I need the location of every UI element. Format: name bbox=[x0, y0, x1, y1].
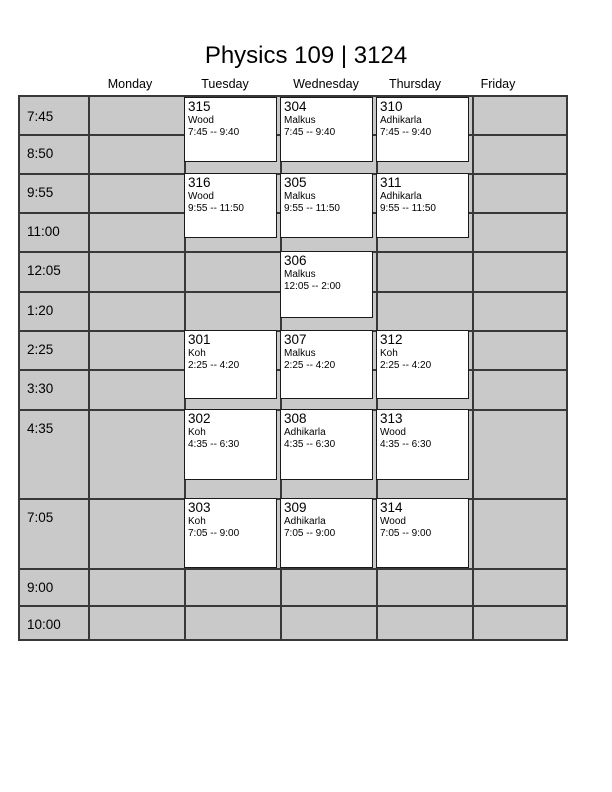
event-block-307 bbox=[280, 330, 373, 399]
event-section-number: 306 bbox=[284, 253, 307, 268]
event-instructor: Wood bbox=[188, 191, 214, 202]
event-block-313 bbox=[376, 409, 469, 480]
event-instructor: Adhikarla bbox=[380, 115, 422, 126]
event-instructor: Adhikarla bbox=[284, 516, 326, 527]
event-section-number: 308 bbox=[284, 411, 307, 426]
event-section-number: 309 bbox=[284, 500, 307, 515]
event-section-number: 312 bbox=[380, 332, 403, 347]
event-instructor: Koh bbox=[380, 348, 398, 359]
grid-line-vertical bbox=[472, 97, 474, 639]
event-time-range: 9:55 -- 11:50 bbox=[284, 202, 340, 214]
time-label-7-45: 7:45 bbox=[27, 109, 54, 124]
time-label-9-00: 9:00 bbox=[27, 580, 54, 595]
event-time-range: 2:25 -- 4:20 bbox=[380, 359, 432, 371]
event-time-range: 4:35 -- 6:30 bbox=[284, 438, 336, 450]
event-time-range: 7:05 -- 9:00 bbox=[188, 527, 240, 539]
event-block-305 bbox=[280, 173, 373, 238]
time-label-11-00: 11:00 bbox=[27, 224, 60, 239]
event-block-303 bbox=[184, 498, 277, 568]
event-section-number: 307 bbox=[284, 332, 307, 347]
time-label-12-05: 12:05 bbox=[27, 263, 61, 278]
event-time-range: 7:45 -- 9:40 bbox=[188, 126, 240, 138]
event-block-316 bbox=[184, 173, 277, 238]
grid-line-horizontal bbox=[20, 605, 566, 607]
event-section-number: 313 bbox=[380, 411, 403, 426]
event-instructor: Adhikarla bbox=[284, 427, 326, 438]
event-instructor: Malkus bbox=[284, 269, 316, 280]
event-section-number: 304 bbox=[284, 99, 307, 114]
event-time-range: 2:25 -- 4:20 bbox=[188, 359, 240, 371]
event-section-number: 305 bbox=[284, 175, 307, 190]
event-time-range: 7:45 -- 9:40 bbox=[284, 126, 336, 138]
event-block-306 bbox=[280, 251, 373, 318]
event-block-301 bbox=[184, 330, 277, 399]
event-section-number: 315 bbox=[188, 99, 211, 114]
day-header-thursday: Thursday bbox=[388, 77, 442, 91]
event-section-number: 301 bbox=[188, 332, 211, 347]
event-block-311 bbox=[376, 173, 469, 238]
event-instructor: Wood bbox=[188, 115, 214, 126]
event-time-range: 2:25 -- 4:20 bbox=[284, 359, 336, 371]
event-block-315 bbox=[184, 97, 277, 162]
grid-line-vertical bbox=[88, 97, 90, 639]
event-time-range: 12:05 -- 2:00 bbox=[284, 280, 341, 292]
event-block-309 bbox=[280, 498, 373, 568]
event-instructor: Koh bbox=[188, 427, 206, 438]
event-block-310 bbox=[376, 97, 469, 162]
event-time-range: 9:55 -- 11:50 bbox=[188, 202, 244, 214]
event-time-range: 7:05 -- 9:00 bbox=[380, 527, 432, 539]
grid-line-horizontal bbox=[20, 568, 566, 570]
event-section-number: 303 bbox=[188, 500, 211, 515]
event-section-number: 316 bbox=[188, 175, 211, 190]
event-time-range: 7:45 -- 9:40 bbox=[380, 126, 432, 138]
event-time-range: 7:05 -- 9:00 bbox=[284, 527, 336, 539]
event-instructor: Koh bbox=[188, 348, 206, 359]
day-header-friday: Friday bbox=[480, 77, 516, 91]
event-time-range: 9:55 -- 11:50 bbox=[380, 202, 436, 214]
day-header-wednesday: Wednesday bbox=[293, 77, 359, 91]
event-section-number: 302 bbox=[188, 411, 211, 426]
event-time-range: 4:35 -- 6:30 bbox=[380, 438, 432, 450]
event-time-range: 4:35 -- 6:30 bbox=[188, 438, 240, 450]
event-block-308 bbox=[280, 409, 373, 480]
event-section-number: 311 bbox=[380, 175, 402, 190]
event-instructor: Adhikarla bbox=[380, 191, 422, 202]
time-label-1-20: 1:20 bbox=[27, 303, 54, 318]
time-label-10-00: 10:00 bbox=[27, 617, 61, 632]
time-label-7-05: 7:05 bbox=[27, 510, 54, 525]
time-label-4-35: 4:35 bbox=[27, 421, 54, 436]
event-instructor: Koh bbox=[188, 516, 206, 527]
event-instructor: Malkus bbox=[284, 348, 316, 359]
schedule-grid bbox=[18, 95, 568, 641]
event-block-302 bbox=[184, 409, 277, 480]
time-label-9-55: 9:55 bbox=[27, 185, 54, 200]
event-block-314 bbox=[376, 498, 469, 568]
event-block-304 bbox=[280, 97, 373, 162]
event-instructor: Malkus bbox=[284, 191, 316, 202]
time-label-8-50: 8:50 bbox=[27, 146, 54, 161]
time-label-2-25: 2:25 bbox=[27, 342, 54, 357]
event-instructor: Wood bbox=[380, 427, 406, 438]
time-label-3-30: 3:30 bbox=[27, 381, 54, 396]
event-section-number: 314 bbox=[380, 500, 403, 515]
page-title: Physics 109 | 3124 bbox=[204, 42, 408, 69]
event-block-312 bbox=[376, 330, 469, 399]
day-header-monday: Monday bbox=[107, 77, 153, 91]
event-instructor: Wood bbox=[380, 516, 406, 527]
event-section-number: 310 bbox=[380, 99, 403, 114]
day-header-tuesday: Tuesday bbox=[201, 77, 249, 91]
event-instructor: Malkus bbox=[284, 115, 316, 126]
